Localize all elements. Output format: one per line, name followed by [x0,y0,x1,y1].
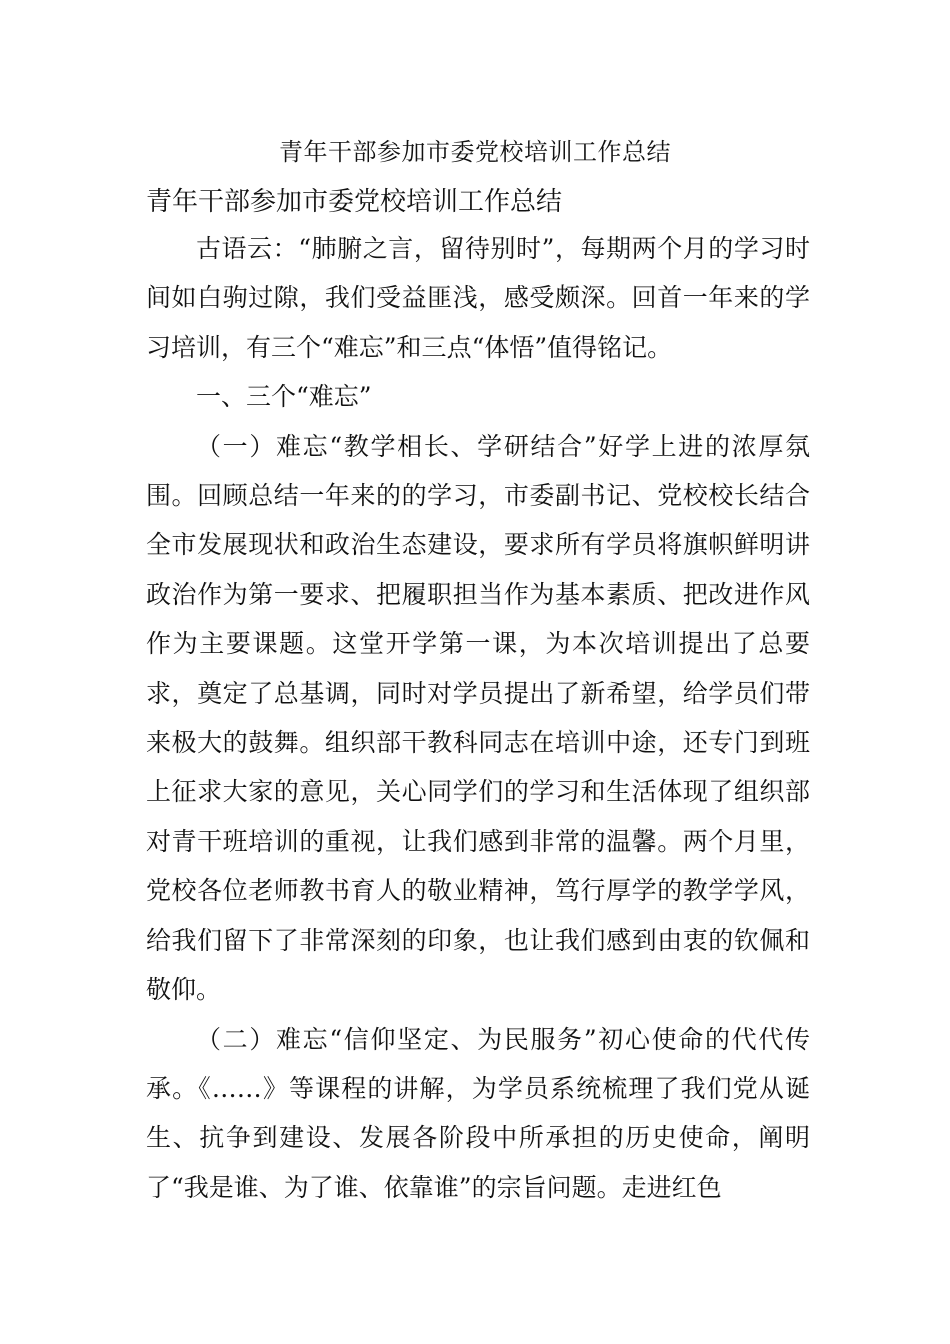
section-heading: 一、三个“难忘” [196,382,372,412]
intro-paragraph: 古语云：“肺腑之言，留待别时”，每期两个月的学习时间如白驹过隙，我们受益匪浅，感受颇深。回首一年来的学习培训，有三个“难忘”和三点“体悟”值得铭记。 [146,234,810,362]
body-paragraph-1: （一）难忘“教学相长、学研结合”好学上进的浓厚氛围。回顾总结一年来的的学习，市委副书记、党校校长结合全市发展现状和政治生态建设，要求所有学员将旗帜鲜明讲政治作为第一要求、把履职担当作为基本素质、把改进作风作为主要课题。这堂开学第一课，为本次培训提出了总要求，奠定了总基调，同时对学员提出了新希望，给学员们带来极大的鼓舞。组织部干教科同志在培训中途，还专门到班上征求大家的意见，关心同学们的学习和生活体现了组织部对青干班培训的重视，让我们感到非常的温馨。两个月里，党校各位老师教书育人的敬业精神，笃行厚学的教学学风，给我们留下了非常深刻的印象，也让我们感到由衷的钦佩和敬仰。 [146,431,810,1005]
document-body [146,180,810,1212]
page-header-title: 青年干部参加市委党校培训工作总结 [279,138,671,166]
document-title: 青年干部参加市委党校培训工作总结 [146,187,563,217]
body-paragraph-2: （二）难忘“信仰坚定、为民服务”初心使命的代代传承。《……》等课程的讲解，为学员系统梳理了我们党从诞生、抗争到建设、发展各阶段中所承担的历史使命，阐明了“我是谁、为了谁、依靠谁”的宗旨问题。走进红色 [146,1024,810,1202]
